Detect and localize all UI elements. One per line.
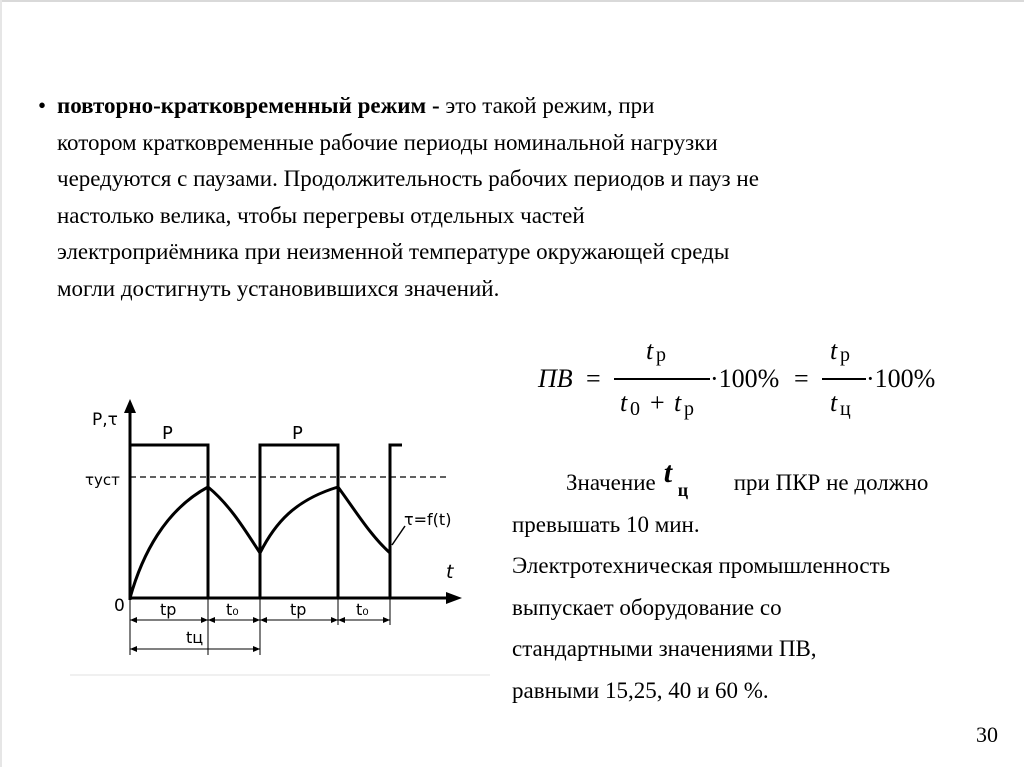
interval-label-t0-1: t₀ [226, 600, 239, 619]
tc-symbol-sub: ц [677, 480, 689, 500]
frac2-den-t: t [830, 388, 838, 417]
formula-dot100-2: ·100% [866, 364, 936, 393]
dim-arrow-icon [130, 617, 137, 623]
frac2-num-t: t [830, 336, 838, 365]
frac2-den-sub: ц [840, 398, 851, 420]
x-axis-label: t [446, 561, 454, 583]
note-line-5: стандартными значениями ПВ, [512, 636, 817, 661]
dim-arrow-icon [260, 617, 267, 623]
dim-arrow-icon [208, 617, 215, 623]
top-border [0, 0, 1024, 2]
dim-arrow-icon [338, 617, 345, 623]
tc-symbol-t: t [663, 456, 673, 489]
frac1-den-tp: t [674, 388, 682, 417]
y-axis-label: P,τ [92, 410, 118, 430]
paragraph-line-1 [57, 88, 918, 125]
note-line-1 [512, 456, 992, 504]
tau-steady-label: τуст [85, 471, 120, 489]
curve-label: τ=f(t) [404, 510, 452, 529]
frac1-den-sub0: 0 [630, 398, 640, 420]
note-line-4: выпускает оборудование со [512, 594, 782, 620]
note-line-3: Электротехническая промышленность [512, 553, 891, 578]
paragraph-body [57, 88, 918, 307]
dim-arrow-icon [331, 617, 338, 623]
dim-arrow-icon [383, 617, 390, 623]
frac1-line [614, 378, 710, 380]
paragraph-line-5: электроприёмника при неизменной температуре окружающей среды [57, 239, 730, 264]
note-line-2: превышать 10 мин. [512, 511, 700, 537]
paragraph-line-4: настолько велика, чтобы перегревы отдельных частей [57, 202, 585, 228]
pv-formula [538, 336, 958, 430]
note-paragraph [512, 456, 992, 711]
dim-arrow-icon [130, 646, 137, 652]
note-line-6: равными 15,25, 40 и 60 %. [512, 677, 769, 703]
frac2-line [822, 378, 866, 380]
power-label-1: P [162, 423, 173, 444]
paragraph-line-6: могли достигнуть установившихся значений. [57, 275, 500, 301]
page-number: 30 [976, 722, 998, 747]
tc-symbol [656, 456, 734, 500]
frac1-num-sub: р [656, 344, 666, 366]
interval-label-t0-2: t₀ [356, 600, 369, 619]
y-axis-arrow-icon [124, 399, 136, 413]
formula-lhs: ПВ [538, 364, 573, 393]
left-border [0, 0, 2, 767]
dim-arrow-icon [201, 617, 208, 623]
formula-dot100-1: ·100% [710, 364, 780, 393]
formula-equals-1: = [586, 364, 601, 393]
dim-arrow-icon [253, 646, 260, 652]
bullet-marker: • [38, 93, 47, 118]
term-bold: повторно-кратковременный режим - [57, 93, 440, 118]
interval-label-tp-2: tр [290, 600, 307, 619]
power-pulse-3 [390, 445, 402, 598]
frac1-num-t: t [646, 336, 654, 365]
power-pulse-2 [260, 445, 338, 598]
power-pulse-1 [130, 445, 208, 598]
line1-rest: это такой режим, при [439, 93, 655, 118]
origin-label: 0 [114, 596, 125, 616]
x-axis-arrow-icon [446, 592, 462, 604]
definition-paragraph [38, 88, 918, 307]
note-line1-rest: при ПКР не должно [733, 470, 929, 495]
note-prefix: Значение [566, 470, 656, 495]
duty-cycle-diagram [70, 395, 490, 680]
cycle-label: tц [186, 628, 204, 647]
formula-equals-2: = [794, 364, 809, 393]
power-label-2: P [292, 423, 303, 444]
paragraph-line-2: котором кратковременные рабочие периоды номинальной нагрузки [57, 129, 718, 155]
frac1-den-t0: t [620, 388, 628, 417]
frac1-den-subp: р [684, 398, 694, 420]
dim-arrow-icon [253, 617, 260, 623]
interval-label-tp-1: tр [160, 600, 177, 619]
frac1-plus: + [650, 388, 665, 417]
paragraph-line-3: чередуются с паузами. Продолжительность рабочих периодов и пауз не [57, 166, 759, 191]
frac2-num-sub: р [840, 344, 850, 366]
